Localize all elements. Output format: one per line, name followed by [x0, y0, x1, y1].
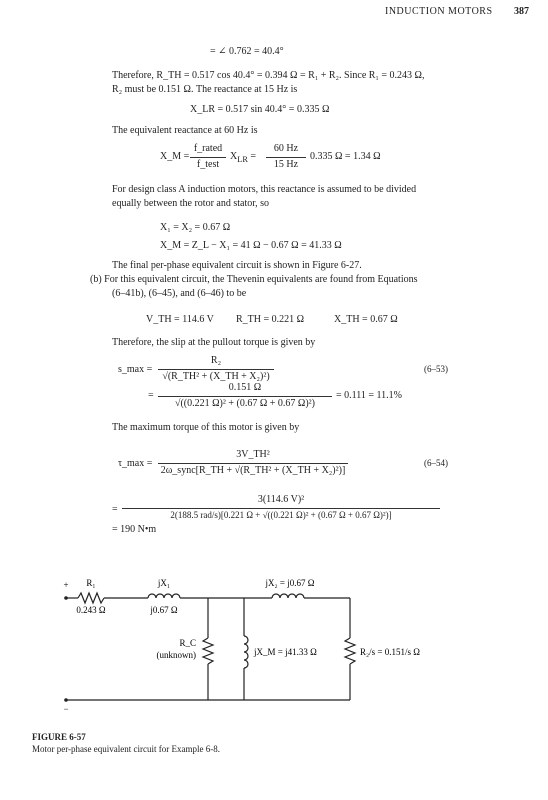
eq-xm-lhs: X_M =: [160, 151, 190, 162]
figure-label: FIGURE 6-57: [32, 732, 86, 742]
text-line: (b) For this equivalent circuit, the Thevenin equivalents are found from Equations: [90, 274, 418, 285]
eq-xm-rhs: 0.335 Ω = 1.34 Ω: [310, 151, 381, 162]
text-line: (6–41b), (6–45), and (6–46) to be: [112, 288, 247, 299]
equivalent-circuit-diagram: [0, 560, 548, 720]
xm-inductor: [244, 636, 248, 668]
fraction-den: √(R_TH² + (X_TH + X₂)²): [162, 371, 270, 382]
terminal-dot: [64, 698, 68, 702]
x2-label: jX₂ = j0.67 Ω: [265, 578, 315, 588]
equation-number: (6–53): [424, 364, 448, 374]
figure-caption: Motor per-phase equivalent circuit for Example 6-8.: [32, 744, 221, 754]
equals-sign: =: [148, 390, 154, 401]
eq-smax-result: = 0.111 = 11.1%: [336, 390, 402, 401]
equation-number: (6–54): [424, 458, 448, 468]
text-line: The equivalent reactance at 60 Hz is: [112, 125, 258, 136]
fraction-num: R₂: [210, 355, 222, 366]
fraction-bar: [158, 369, 274, 370]
fraction-num: 0.151 Ω: [228, 382, 262, 393]
x1-name: jX₁: [157, 578, 171, 588]
eq-rth: R_TH = 0.221 Ω: [236, 314, 305, 325]
equals-sign: =: [112, 504, 118, 515]
r1-resistor: [78, 593, 104, 603]
r2-resistor: [345, 638, 355, 664]
fraction-den: f_test: [196, 159, 220, 170]
eq-tmax-lhs: τ_max =: [118, 458, 153, 469]
text-line: Therefore, R_TH = 0.517 cos 40.4° = 0.394 Ω = R₁ + R₂. Since R₁ = 0.243 Ω,: [112, 70, 425, 81]
xm-label: jX_M = j41.33 Ω: [254, 647, 317, 657]
rc-resistor: [203, 638, 213, 664]
eq-vth: V_TH = 114.6 V: [146, 314, 214, 325]
minus-sign: −: [63, 704, 69, 714]
fraction-bar: [158, 396, 332, 397]
r2-label: R₂/s = 0.151/s Ω: [360, 647, 420, 657]
rc-value: (unknown): [156, 650, 196, 660]
eq-x1-x2: X₁ = X₂ = 0.67 Ω: [160, 222, 231, 233]
fraction-num: 3(114.6 V)²: [257, 494, 305, 505]
text-line: The final per-phase equivalent circuit is shown in Figure 6-27.: [112, 260, 362, 271]
text-line: Therefore, the slip at the pullout torque is given by: [112, 337, 316, 348]
eq-angle-line: = ∠ 0.762 = 40.4°: [210, 46, 284, 57]
x1-inductor: [148, 594, 180, 598]
fraction-den: 2ω_sync[R_TH + √(R_TH² + (X_TH + X₂)²)]: [160, 465, 346, 476]
page-number: 387: [514, 6, 529, 17]
plus-sign: +: [63, 580, 69, 590]
text-line: equally between the rotor and stator, so: [112, 198, 270, 209]
fraction-num: 3V_TH²: [236, 449, 270, 460]
fraction-num: 60 Hz: [273, 143, 299, 154]
eq-smax-lhs: s_max =: [118, 364, 153, 375]
running-header: INDUCTION MOTORS: [385, 6, 493, 17]
fraction-den: 15 Hz: [273, 159, 299, 170]
eq-xlr: X_LR = 0.517 sin 40.4° = 0.335 Ω: [190, 104, 330, 115]
terminal-dot: [64, 596, 68, 600]
r1-value: 0.243 Ω: [76, 605, 106, 615]
r1-name: R₁: [86, 578, 96, 588]
eq-xth: X_TH = 0.67 Ω: [334, 314, 398, 325]
fraction-den: 2(188.5 rad/s)[0.221 Ω + √((0.221 Ω)² + (0.67 Ω + 0.67 Ω)²)]: [170, 510, 392, 520]
fraction-bar: [190, 157, 226, 158]
eq-tmax-result: = 190 N•m: [112, 524, 157, 535]
fraction-num: f_rated: [193, 143, 223, 154]
text-line: For design class A induction motors, this reactance is assumed to be divided: [112, 184, 417, 195]
eq-xm: X_M = Z_L − X₁ = 41 Ω − 0.67 Ω = 41.33 Ω: [160, 240, 342, 251]
fraction-bar: [122, 508, 440, 509]
fraction-bar: [266, 157, 306, 158]
text-line: R₂ must be 0.151 Ω. The reactance at 15 Hz is: [112, 84, 298, 95]
rc-name: R_C: [179, 638, 196, 648]
x2-inductor: [272, 594, 304, 598]
x1-value: j0.67 Ω: [150, 605, 178, 615]
equals-sign: $X_{LR}$ =: [230, 151, 257, 164]
fraction-bar: [158, 463, 348, 464]
fraction-den: √((0.221 Ω)² + (0.67 Ω + 0.67 Ω)²): [174, 398, 316, 409]
text-line: The maximum torque of this motor is given by: [112, 422, 300, 433]
